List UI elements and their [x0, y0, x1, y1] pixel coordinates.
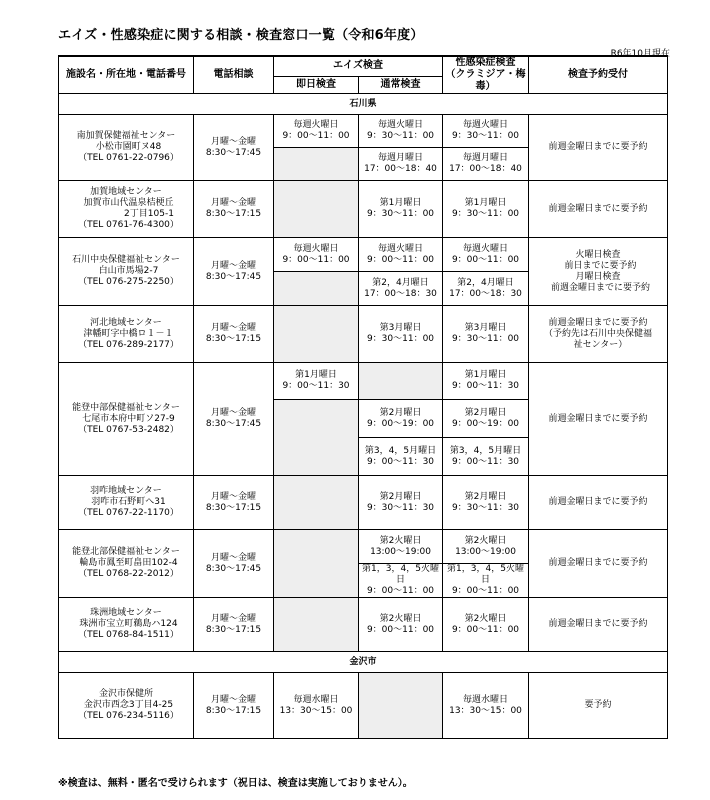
- facility-name: 珠洲地域センター: [90, 608, 162, 618]
- empty-cell: [274, 400, 359, 476]
- aids-normal-slot: [359, 438, 443, 476]
- empty-cell: [274, 306, 359, 363]
- slot-time: 9：30～11：00: [451, 131, 520, 141]
- aids-normal-slot: [359, 115, 443, 148]
- aids-normal-slot: [359, 306, 443, 363]
- slot-day: 第2火曜日: [464, 613, 507, 624]
- table-row: [59, 306, 668, 363]
- slot-day: 第2，4月曜日: [372, 277, 429, 288]
- sti-slot: [443, 476, 529, 530]
- slot-time: 17：00～18：40: [364, 164, 437, 174]
- facility-name: 能登中部保健福祉センター: [72, 402, 180, 413]
- header-aids-test: エイズ検査: [274, 56, 443, 76]
- facility-tel: （TEL 0761-22-0796）: [78, 153, 179, 163]
- slot-time: 9：30～11：30: [366, 502, 435, 513]
- aids-normal-slot: [359, 148, 443, 181]
- slot-time: 9：00～11：00: [366, 624, 435, 635]
- slot-time: 9：00～11：00: [451, 586, 520, 596]
- slot-time: 17：00～18：30: [364, 288, 437, 299]
- facility-address: 七尾市本府中町ソ27-9: [82, 413, 175, 424]
- slot-time: 9：30～11：00: [366, 209, 435, 219]
- slot-day: 第1，3，4，5火曜日: [447, 564, 524, 585]
- consult-time: 8:30～17:45: [205, 147, 262, 158]
- facility-address: 白山市馬場2-7: [98, 266, 159, 276]
- facility-address: 津幡町字中橋ロ１－１: [83, 328, 174, 339]
- slot-time: 9：30～11：00: [451, 334, 520, 344]
- slot-day: 毎週火曜日: [462, 243, 508, 254]
- sti-slot: [443, 530, 529, 564]
- aids-normal-slot: [359, 564, 443, 598]
- facility-tel: （TEL 076-234-5116）: [78, 711, 179, 721]
- note-line: 祉センター）: [573, 339, 628, 350]
- consult-time: 8:30～17:45: [205, 271, 262, 282]
- slot-time: 13:00～19:00: [455, 546, 516, 557]
- facility-notohokubu: [59, 530, 194, 598]
- slot-time: 13：30～15：00: [279, 705, 353, 716]
- facility-address: 小松市園町ヌ48: [95, 142, 162, 152]
- slot-time: 9：30～11：00: [451, 209, 520, 219]
- aids-rapid-slot: [274, 363, 359, 400]
- consult-days: 月曜～金曜: [210, 136, 256, 147]
- aids-normal-slot: [359, 476, 443, 530]
- facility-address: 羽咋市石野町へ31: [91, 497, 166, 507]
- slot-day: 第2火曜日: [379, 613, 422, 624]
- slot-day: 第3月曜日: [379, 323, 422, 333]
- header-sti-test: [443, 56, 529, 94]
- consult-time: 8:30～17:45: [205, 419, 262, 429]
- consult-days: 月曜～金曜: [210, 491, 256, 502]
- slot-time: 13：30～15：00: [449, 705, 522, 716]
- facility-tel: （TEL 0767-22-1170）: [78, 508, 179, 518]
- table-row: [59, 181, 668, 238]
- reservation-note: [529, 115, 668, 181]
- sti-slot: [443, 673, 529, 739]
- empty-cell: [274, 476, 359, 530]
- slot-day: 第3月曜日: [464, 323, 507, 333]
- header-aids-normal: 通常検査: [359, 76, 443, 93]
- facility-address-2: 2丁目105-1: [124, 209, 174, 219]
- facility-tel: （TEL 076-275-2250）: [78, 277, 179, 287]
- facility-kahoku: [59, 306, 194, 363]
- header-phone-consultation: 電話相談: [194, 56, 274, 94]
- empty-cell: [359, 363, 443, 400]
- consult-days: 月曜～金曜: [210, 323, 256, 333]
- sti-slot: [443, 272, 529, 306]
- slot-time: 13:00～19:00: [370, 546, 431, 557]
- slot-time: 9：00～11：30: [451, 456, 520, 467]
- facility-kaga: [59, 181, 194, 238]
- facility-address: 珠洲市宝立町鵜島ハ124: [79, 619, 178, 629]
- note-line: 前週金曜日までに要予約: [550, 282, 650, 293]
- slot-time: 9：00～11：30: [282, 381, 350, 391]
- slot-day: 第2月曜日: [379, 407, 422, 418]
- slot-time: 9：00～11：00: [366, 254, 435, 265]
- phone-consult-hours: [194, 673, 274, 739]
- facility-name: 羽咋地域センター: [90, 486, 162, 496]
- reservation-note: [529, 238, 668, 306]
- facility-name: 河北地域センター: [90, 317, 162, 328]
- slot-time: 9：00～11：00: [282, 131, 350, 141]
- table-row: [59, 598, 668, 652]
- note-line: 前日までに要予約: [564, 260, 637, 271]
- consult-days: 月曜～金曜: [210, 260, 256, 271]
- facility-kanazawa: [59, 673, 194, 739]
- slot-day: 第2火曜日: [464, 535, 507, 546]
- reservation-note: [529, 476, 668, 530]
- facility-name: 加賀地域センター: [90, 187, 162, 197]
- note-line: 火曜日検査: [575, 249, 621, 260]
- consult-time: 8:30～17:15: [205, 334, 262, 344]
- empty-cell: [274, 598, 359, 652]
- slot-time: 9：00～11：00: [282, 254, 350, 265]
- note-line: 前週金曜日までに要予約: [548, 497, 648, 507]
- slot-time: 9：00～11：00: [366, 586, 435, 596]
- consult-days: 月曜～金曜: [210, 613, 256, 624]
- consultation-table: [58, 55, 668, 739]
- slot-day: 第3，4，5月曜日: [364, 445, 437, 456]
- header-sti-title: 性感染症検査: [455, 57, 516, 68]
- empty-cell: [359, 673, 443, 739]
- slot-day: 毎週水曜日: [293, 694, 339, 705]
- slot-time: 9：00～11：00: [451, 254, 520, 265]
- slot-day: 第3，4，5月曜日: [449, 445, 522, 456]
- aids-rapid-slot: [274, 673, 359, 739]
- slot-day: 第2月曜日: [464, 407, 507, 418]
- sti-slot: [443, 148, 529, 181]
- header-reservation: 検査予約受付: [529, 56, 668, 94]
- sti-slot: [443, 564, 529, 598]
- consult-days: 月曜～金曜: [210, 694, 256, 705]
- slot-time: 17：00～18：40: [449, 164, 522, 174]
- region-kanazawa: 金沢市: [59, 652, 668, 673]
- phone-consult-hours: [194, 598, 274, 652]
- sti-slot: [443, 363, 529, 400]
- aids-normal-slot: [359, 272, 443, 306]
- aids-rapid-slot: [274, 115, 359, 148]
- reservation-note: [529, 181, 668, 238]
- table-row: [59, 476, 668, 530]
- slot-time: 9：00～19：00: [366, 418, 435, 429]
- empty-cell: [274, 272, 359, 306]
- facility-name: 能登北部保健福祉センター: [72, 547, 180, 557]
- slot-time: 9：00～11：30: [451, 381, 520, 391]
- slot-day: 第1，3，4，5火曜日: [362, 564, 439, 585]
- reservation-note: [529, 673, 668, 739]
- sti-slot: [443, 181, 529, 238]
- aids-normal-slot: [359, 400, 443, 438]
- facility-tel: （TEL 0767-53-2482）: [78, 424, 179, 435]
- aids-rapid-slot: [274, 238, 359, 272]
- empty-cell: [274, 530, 359, 598]
- slot-day: 毎週水曜日: [462, 694, 508, 705]
- slot-day: 毎週月曜日: [462, 153, 508, 163]
- facility-tel: （TEL 076-289-2177）: [78, 339, 179, 350]
- note-line: 前週金曜日までに要予約: [548, 203, 648, 214]
- as-of-date: R6年10月現在: [610, 49, 670, 59]
- slot-time: 9：30～11：00: [366, 334, 435, 344]
- aids-normal-slot: [359, 598, 443, 652]
- sti-slot: [443, 438, 529, 476]
- slot-day: 第1月曜日: [464, 198, 507, 208]
- reservation-note: [529, 363, 668, 476]
- sti-slot: [443, 115, 529, 148]
- table-row: [59, 530, 668, 564]
- consult-time: 8:30～17:15: [205, 624, 262, 635]
- phone-consult-hours: [194, 115, 274, 181]
- table-row: [59, 673, 668, 739]
- empty-cell: [274, 148, 359, 181]
- sti-slot: [443, 598, 529, 652]
- note-line: 月曜日検査: [575, 271, 621, 282]
- phone-consult-hours: [194, 238, 274, 306]
- note-line: 前週金曜日までに要予約: [548, 619, 648, 629]
- slot-day: 第1月曜日: [295, 370, 337, 380]
- slot-day: 第2月曜日: [379, 491, 422, 502]
- facility-name: 金沢市保健所: [98, 689, 153, 699]
- phone-consult-hours: [194, 363, 274, 476]
- note-line: 前週金曜日までに要予約: [548, 558, 648, 568]
- reservation-note: [529, 306, 668, 363]
- consult-time: 8:30～17:15: [205, 209, 262, 219]
- aids-normal-slot: [359, 181, 443, 238]
- sti-slot: [443, 306, 529, 363]
- slot-day: 毎週火曜日: [293, 120, 339, 130]
- slot-day: 第2月曜日: [464, 491, 507, 502]
- slot-day: 第2，4月曜日: [457, 277, 514, 288]
- facility-address: 金沢市西念3丁目4-25: [83, 700, 174, 710]
- region-ishikawa: 石川県: [59, 94, 668, 115]
- note-line: 前週金曜日までに要予約: [548, 142, 648, 152]
- facility-tel: （TEL 0768-22-2012）: [78, 569, 179, 579]
- reservation-note: [529, 530, 668, 598]
- facility-name: 南加賀保健福祉センター: [76, 131, 176, 141]
- footer-note: ※検査は、無料・匿名で受けられます（祝日は、検査は実施しておりません）。: [58, 778, 413, 789]
- consult-days: 月曜～金曜: [210, 408, 256, 418]
- slot-time: 9：00～11：30: [366, 456, 435, 467]
- note-line: （予約先は石川中央保健福: [543, 328, 652, 339]
- header-facility: 施設名・所在地・電話番号: [59, 56, 194, 94]
- facility-hakui: [59, 476, 194, 530]
- phone-consult-hours: [194, 530, 274, 598]
- slot-day: 第1月曜日: [464, 370, 507, 380]
- header-sti-subtitle: （クラミジア・梅毒）: [445, 69, 526, 92]
- facility-address: 加賀市山代温泉桔梗丘: [83, 198, 174, 208]
- slot-day: 毎週火曜日: [377, 243, 423, 254]
- page-title: エイズ・性感染症に関する相談・検査窓口一覧（令和6年度）: [58, 28, 424, 43]
- slot-day: 毎週火曜日: [293, 243, 339, 254]
- phone-consult-hours: [194, 476, 274, 530]
- aids-normal-slot: [359, 530, 443, 564]
- slot-day: 毎週火曜日: [462, 120, 508, 130]
- consult-time: 8:30～17:15: [205, 502, 262, 513]
- sti-slot: [443, 400, 529, 438]
- facility-suzu: [59, 598, 194, 652]
- sti-slot: [443, 238, 529, 272]
- empty-cell: [274, 181, 359, 238]
- slot-time: 9：00～11：00: [451, 624, 520, 635]
- slot-time: 17：00～18：30: [449, 288, 522, 299]
- phone-consult-hours: [194, 306, 274, 363]
- slot-day: 第2火曜日: [379, 535, 422, 546]
- facility-tel: （TEL 0761-76-4300）: [78, 220, 179, 230]
- slot-time: 9：00～19：00: [451, 418, 520, 429]
- facility-name: 石川中央保健福祉センター: [72, 255, 180, 265]
- table-row: [59, 115, 668, 148]
- facility-address: 輪島市鳳至町畠田102-4: [79, 558, 178, 568]
- note-line: 前週金曜日までに要予約: [548, 413, 648, 424]
- facility-ishikawachuo: [59, 238, 194, 306]
- table-row: [59, 363, 668, 400]
- slot-day: 毎週火曜日: [377, 120, 423, 130]
- facility-tel: （TEL 0768-84-1511）: [78, 630, 179, 640]
- reservation-note: [529, 598, 668, 652]
- note-line: 前週金曜日までに要予約: [548, 317, 648, 328]
- facility-notochubu: [59, 363, 194, 476]
- table-row: [59, 238, 668, 272]
- slot-time: 9：30～11：00: [366, 131, 435, 141]
- slot-time: 9：30～11：30: [451, 502, 520, 513]
- aids-normal-slot: [359, 238, 443, 272]
- slot-day: 毎週月曜日: [377, 153, 423, 163]
- facility-minamikaga: [59, 115, 194, 181]
- slot-day: 第1月曜日: [379, 198, 422, 208]
- consult-time: 8:30～17:15: [205, 705, 262, 716]
- consult-days: 月曜～金曜: [210, 198, 256, 208]
- note-line: 要予約: [584, 700, 612, 710]
- consult-days: 月曜～金曜: [210, 552, 256, 563]
- phone-consult-hours: [194, 181, 274, 238]
- header-aids-rapid: 即日検査: [274, 76, 359, 93]
- consult-time: 8:30～17:45: [205, 563, 262, 574]
